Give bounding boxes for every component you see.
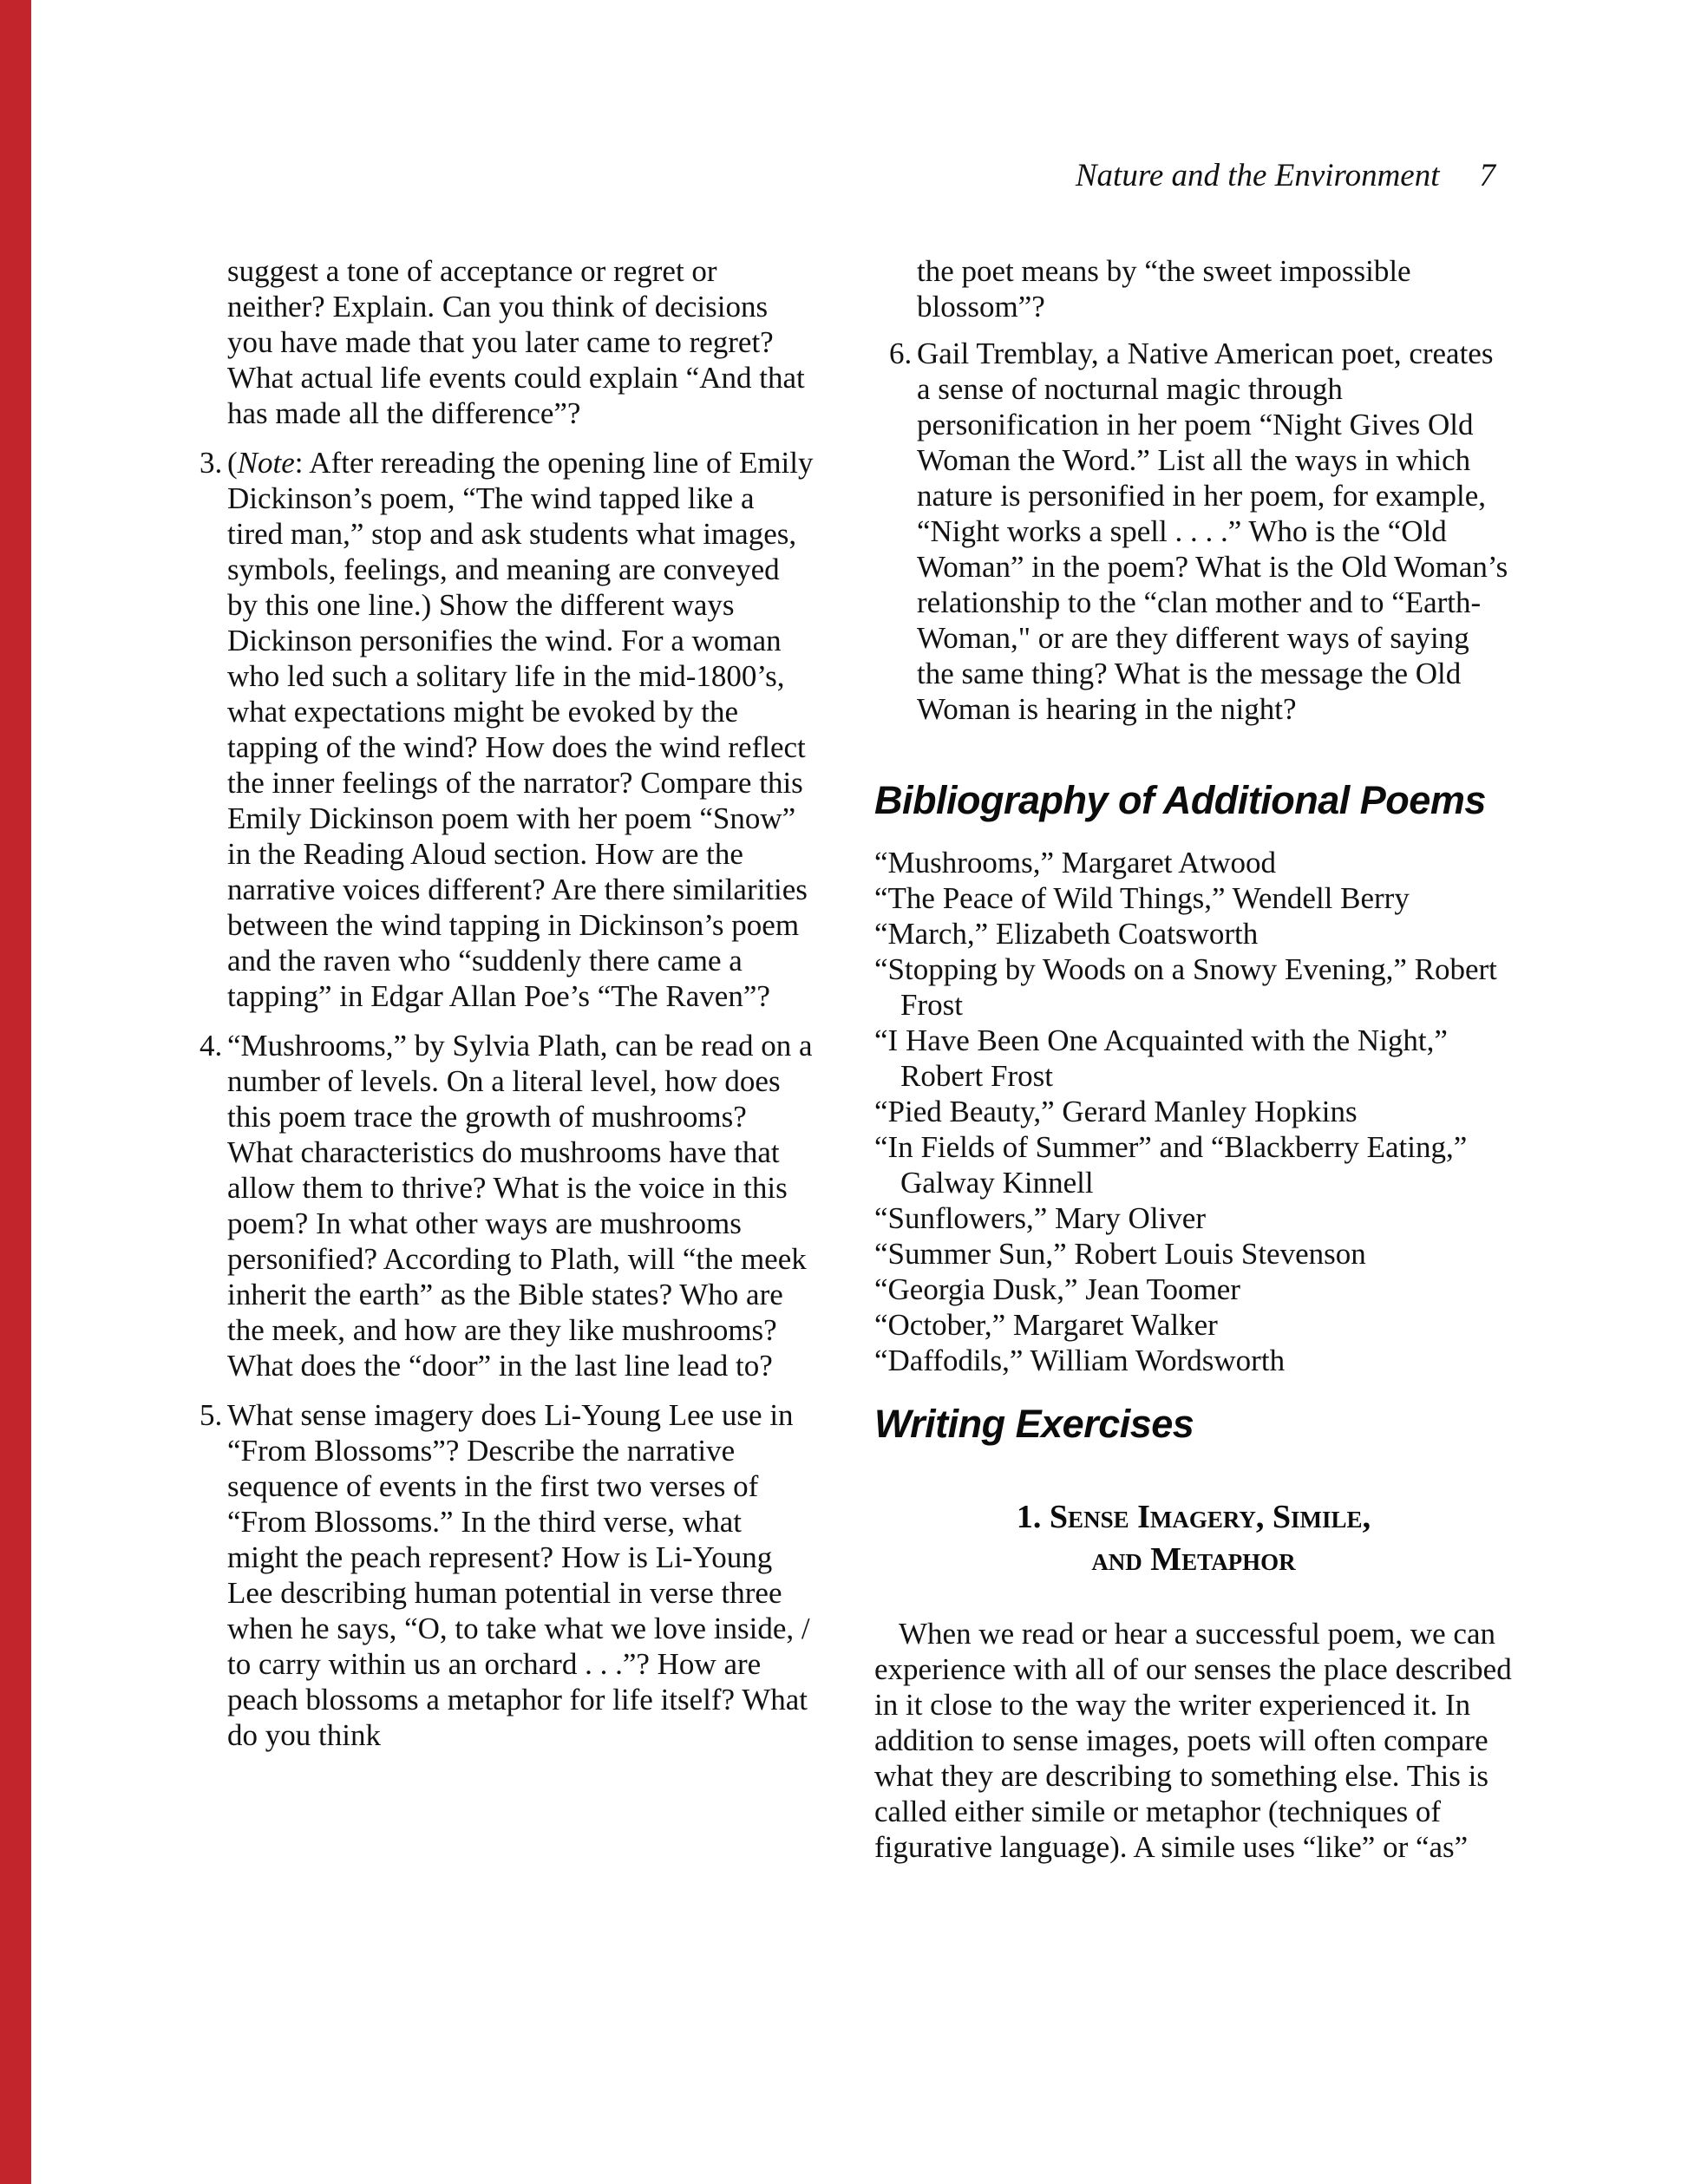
- page-edge-accent-bar: [0, 0, 31, 2184]
- question-6-number: 6.: [889, 337, 913, 370]
- question-3-text: (Note: After rereading the opening line of Emily Dickinson’s poem, “The wind tapped like a tired man,” stop and ask students what images, symbols, feelings, and meaning are conveyed by this one line.) Show the different ways Dickinson personifies the wind. For a woman who led such a solitary life in the mid-1800’s, what expectations might be evoked by the tapping of the wind? How does the wind reflect the inner feelings of the narrator? Compare this Emily Dickinson poem with her poem “Snow” in the Reading Aloud section. How are the narrative voices different? Are there similarities between the wind tapping in Dickinson’s poem and the raven who “suddenly there came a tapping” in Edgar Allan Poe’s “The Raven”?: [227, 446, 814, 1013]
- question-5-number: 5.: [200, 1398, 223, 1432]
- bibliography-entry: “October,” Margaret Walker: [874, 1308, 1218, 1342]
- question-5: [185, 1397, 814, 1753]
- question-6: [874, 336, 1513, 727]
- exercise-1-intro-text: When we read or hear a successful poem, we can experience with all of our senses the place described in it close to the way the writer experienced it. In addition to sense images, poets will often compare what they are describing to something else. This is called either simile or metaphor (techniques of figurative language). A simile uses “like” or “as”: [874, 1617, 1512, 1864]
- left-text-column: [185, 253, 814, 1753]
- bibliography-list: [874, 845, 1513, 1378]
- bibliography-entry: “Summer Sun,” Robert Louis Stevenson: [874, 1237, 1366, 1271]
- question-3-number: 3.: [200, 446, 223, 480]
- bibliography-entry: “March,” Elizabeth Coatsworth: [874, 917, 1259, 951]
- bibliography-entry: “Sunflowers,” Mary Oliver: [874, 1201, 1206, 1235]
- bibliography-entry: “Mushrooms,” Margaret Atwood: [874, 846, 1277, 879]
- writing-exercises-heading: Writing Exercises: [874, 1402, 1194, 1446]
- exercise-1-intro-paragraph: [874, 1616, 1513, 1865]
- exercise-1-title: [874, 1496, 1513, 1581]
- bibliography-entry: “In Fields of Summer” and “Blackberry Eating,” Galway Kinnell: [874, 1130, 1468, 1200]
- question-3-note-italic: Note: [237, 446, 295, 480]
- exercise-1-title-line-1: 1. Sense Imagery, Simile,: [1016, 1499, 1371, 1535]
- running-header: [1076, 158, 1495, 194]
- bibliography-entry: “Georgia Dusk,” Jean Toomer: [874, 1272, 1240, 1306]
- question-3: [185, 445, 814, 1014]
- bibliography-entry: “Stopping by Woods on a Snowy Evening,” Robert Frost: [874, 952, 1497, 1022]
- running-header-title: Nature and the Environment: [1075, 158, 1440, 193]
- bibliography-heading: Bibliography of Additional Poems: [874, 778, 1486, 822]
- bibliography-entry: “I Have Been One Acquainted with the Night,” Robert Frost: [874, 1023, 1448, 1093]
- question-4-text: “Mushrooms,” by Sylvia Plath, can be read on a number of levels. On a literal level, how does this poem trace the growth of mushrooms? What characteristics do mushrooms have that allow them to thrive? What is the voice in this poem? In what other ways are mushrooms personified? According to Plath, will “the meek inherit the earth” as the Bible states? Who are the meek, and how are they like mushrooms? What does the “door” in the last line lead to?: [227, 1029, 813, 1383]
- bibliography-entry: “The Peace of Wild Things,” Wendell Berry: [874, 881, 1410, 915]
- question-4: [185, 1028, 814, 1383]
- question-6-text: Gail Tremblay, a Native American poet, creates a sense of nocturnal magic through personification in her poem “Night Gives Old Woman the Word.” List all the ways in which nature is personified in her poem, for example, “Night works a spell . . . .” Who is the “Old Woman” in the poem? What is the Old Woman’s relationship to the “clan mother and to “Earth-Woman," or are they different ways of saying the same thing? What is the message the Old Woman is hearing in the night?: [917, 337, 1508, 726]
- page-number: 7: [1479, 158, 1495, 193]
- question-5-continuation: the poet means by “the sweet impossible blossom”?: [917, 254, 1411, 324]
- bibliography-entry: “Daffodils,” William Wordsworth: [874, 1344, 1286, 1377]
- question-2-continuation: suggest a tone of acceptance or regret or neither? Explain. Can you think of decisions you have made that you later came to regret? What actual life events could explain “And that has made all the difference”?: [227, 254, 805, 430]
- question-5-text: What sense imagery does Li-Young Lee use in “From Blossoms”? Describe the narrative sequence of events in the first two verses of “From Blossoms.” In the third verse, what might the peach represent? How is Li-Young Lee describing human potential in verse three when he says, “O, to take what we love inside, / to carry within us an orchard . . .”? How are peach blossoms a metaphor for life itself? What do you think: [227, 1398, 810, 1752]
- exercise-1-title-line-2: and Metaphor: [1091, 1541, 1296, 1578]
- bibliography-entry: “Pied Beauty,” Gerard Manley Hopkins: [874, 1095, 1358, 1128]
- question-4-number: 4.: [200, 1029, 223, 1063]
- right-text-column: [874, 253, 1513, 1865]
